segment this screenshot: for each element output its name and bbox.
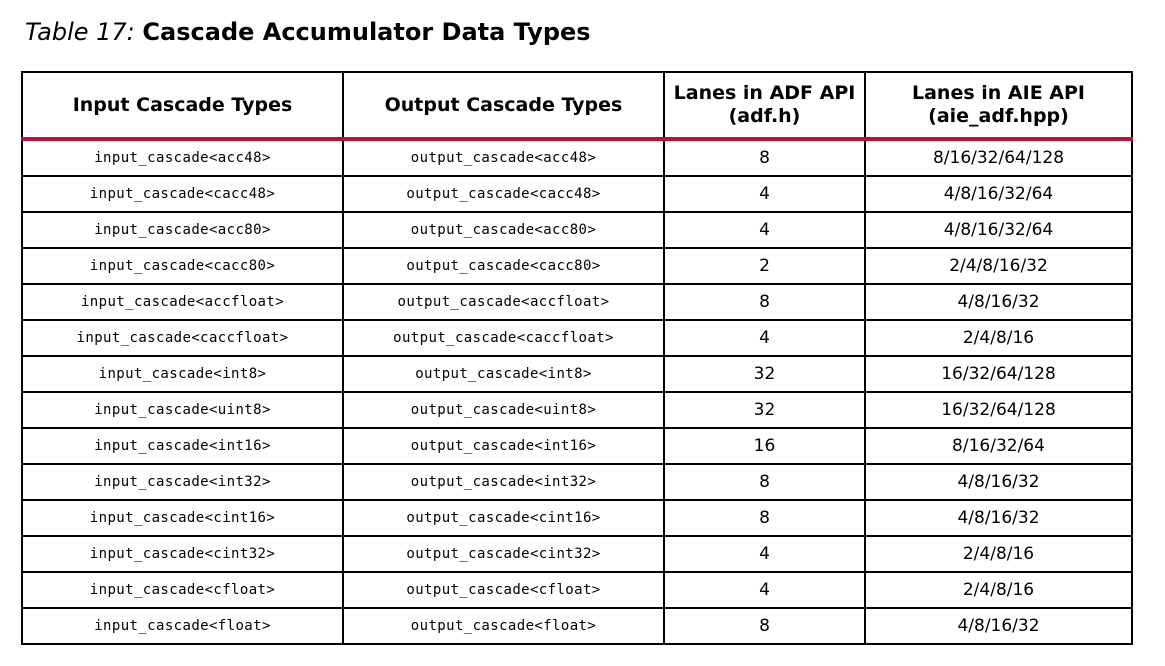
cell-lanes-adf-api: 8 <box>664 464 865 500</box>
table-row <box>22 356 1132 392</box>
header-output-label: Output Cascade Types <box>384 93 623 116</box>
cell-input-cascade-type: input_cascade<cacc48> <box>22 176 343 212</box>
cell-input-cascade-type: input_cascade<acc48> <box>22 139 343 176</box>
cell-input-cascade-type: input_cascade<int8> <box>22 356 343 392</box>
table-row <box>22 320 1132 356</box>
cell-input-cascade-type: input_cascade<accfloat> <box>22 284 343 320</box>
cell-input-cascade-type: input_cascade<float> <box>22 608 343 644</box>
cell-output-cascade-type: output_cascade<int8> <box>343 356 664 392</box>
cell-output-cascade-type: output_cascade<int32> <box>343 464 664 500</box>
cell-lanes-adf-api: 2 <box>664 248 865 284</box>
header-adf-line2: (adf.h) <box>728 105 801 127</box>
cell-input-cascade-type: input_cascade<cacc80> <box>22 248 343 284</box>
cell-input-cascade-type: input_cascade<int16> <box>22 428 343 464</box>
cell-lanes-adf-api: 32 <box>664 356 865 392</box>
cell-output-cascade-type: output_cascade<cacc80> <box>343 248 664 284</box>
header-input-label: Input Cascade Types <box>72 93 293 116</box>
cell-lanes-adf-api: 4 <box>664 536 865 572</box>
cell-lanes-adf-api: 16 <box>664 428 865 464</box>
cell-lanes-aie-api: 4/8/16/32 <box>865 464 1132 500</box>
cell-lanes-adf-api: 8 <box>664 284 865 320</box>
table-row <box>22 176 1132 212</box>
table-header-row <box>22 72 1132 139</box>
cell-lanes-adf-api: 4 <box>664 572 865 608</box>
cell-output-cascade-type: output_cascade<cfloat> <box>343 572 664 608</box>
cell-input-cascade-type: input_cascade<acc80> <box>22 212 343 248</box>
cell-input-cascade-type: input_cascade<caccfloat> <box>22 320 343 356</box>
cell-lanes-aie-api: 2/4/8/16 <box>865 536 1132 572</box>
cell-output-cascade-type: output_cascade<uint8> <box>343 392 664 428</box>
header-lanes-aie-api <box>865 72 1132 139</box>
cell-input-cascade-type: input_cascade<cint16> <box>22 500 343 536</box>
cell-output-cascade-type: output_cascade<acc80> <box>343 212 664 248</box>
cell-lanes-adf-api: 8 <box>664 500 865 536</box>
table-row <box>22 284 1132 320</box>
table-row <box>22 248 1132 284</box>
header-lanes-adf-api <box>664 72 865 139</box>
table-row <box>22 392 1132 428</box>
table-title: Cascade Accumulator Data Types <box>142 18 591 46</box>
table-row <box>22 212 1132 248</box>
cell-input-cascade-type: input_cascade<int32> <box>22 464 343 500</box>
cell-lanes-adf-api: 4 <box>664 176 865 212</box>
header-adf-line1: Lanes in ADF API <box>673 82 856 104</box>
cell-lanes-aie-api: 8/16/32/64/128 <box>865 139 1132 176</box>
header-aie-line2: (aie_adf.hpp) <box>928 105 1069 127</box>
table-row <box>22 500 1132 536</box>
header-input-cascade-types <box>22 72 343 139</box>
cell-lanes-adf-api: 4 <box>664 212 865 248</box>
cell-lanes-adf-api: 8 <box>664 139 865 176</box>
cell-input-cascade-type: input_cascade<uint8> <box>22 392 343 428</box>
table-row <box>22 536 1132 572</box>
cell-input-cascade-type: input_cascade<cfloat> <box>22 572 343 608</box>
cell-lanes-adf-api: 8 <box>664 608 865 644</box>
cell-lanes-aie-api: 4/8/16/32/64 <box>865 176 1132 212</box>
table-row <box>22 139 1132 176</box>
table-row <box>22 572 1132 608</box>
header-output-cascade-types <box>343 72 664 139</box>
cell-output-cascade-type: output_cascade<acc48> <box>343 139 664 176</box>
cell-output-cascade-type: output_cascade<cacc48> <box>343 176 664 212</box>
table-caption <box>25 16 591 48</box>
cell-lanes-aie-api: 4/8/16/32 <box>865 500 1132 536</box>
cell-lanes-aie-api: 4/8/16/32/64 <box>865 212 1132 248</box>
cell-lanes-aie-api: 4/8/16/32 <box>865 284 1132 320</box>
table-row <box>22 464 1132 500</box>
cell-lanes-adf-api: 4 <box>664 320 865 356</box>
cell-lanes-aie-api: 2/4/8/16 <box>865 320 1132 356</box>
cell-lanes-aie-api: 8/16/32/64 <box>865 428 1132 464</box>
cell-output-cascade-type: output_cascade<accfloat> <box>343 284 664 320</box>
cell-output-cascade-type: output_cascade<cint16> <box>343 500 664 536</box>
cell-lanes-aie-api: 16/32/64/128 <box>865 392 1132 428</box>
cell-lanes-aie-api: 16/32/64/128 <box>865 356 1132 392</box>
table-row <box>22 608 1132 644</box>
table-body <box>22 139 1132 644</box>
cell-output-cascade-type: output_cascade<int16> <box>343 428 664 464</box>
cell-output-cascade-type: output_cascade<float> <box>343 608 664 644</box>
header-aie-line1: Lanes in AIE API <box>912 82 1085 104</box>
cell-output-cascade-type: output_cascade<cint32> <box>343 536 664 572</box>
cell-lanes-aie-api: 4/8/16/32 <box>865 608 1132 644</box>
cell-output-cascade-type: output_cascade<caccfloat> <box>343 320 664 356</box>
table-row <box>22 428 1132 464</box>
cell-lanes-adf-api: 32 <box>664 392 865 428</box>
cell-input-cascade-type: input_cascade<cint32> <box>22 536 343 572</box>
cascade-accumulator-table <box>21 71 1133 645</box>
cell-lanes-aie-api: 2/4/8/16/32 <box>865 248 1132 284</box>
table-number: Table 17: <box>25 18 135 46</box>
cell-lanes-aie-api: 2/4/8/16 <box>865 572 1132 608</box>
